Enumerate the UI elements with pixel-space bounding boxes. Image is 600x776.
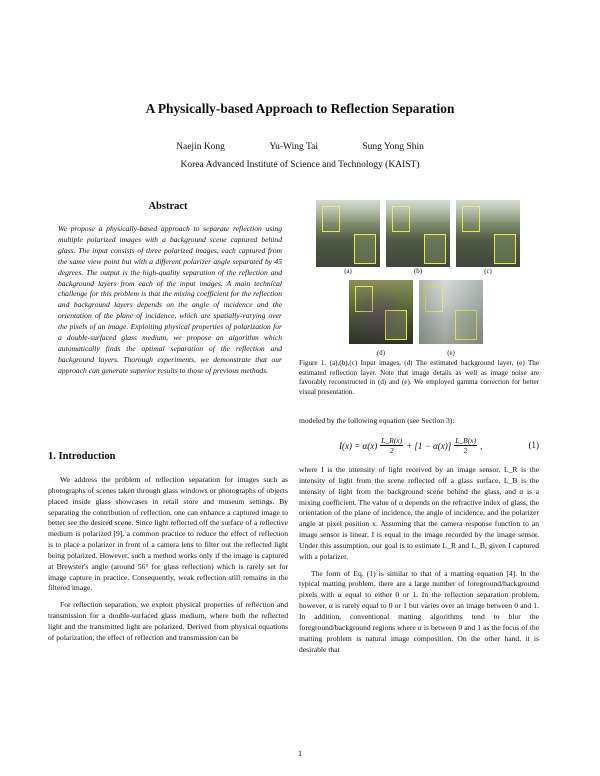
- highlight-box: [355, 286, 373, 312]
- abstract-heading: Abstract: [148, 201, 188, 212]
- paragraph: The form of Eq. (1) is similar to that of a matting equation [4]. In the typical matting problem, there are a large number of foreground/background pixels with α equal to either 0 or 1. In the reflection separation problem, however, α is rarely equal to 0 or 1 but varies over an image between 0 and 1. In addition, conventional matting algorithms tend to blur the foreground/background regions where α is between 0 and 1 as the focus of the matting problem is natural image composition. On the other hand, it is desirable that: [299, 568, 539, 654]
- panel-label: (c): [484, 268, 492, 275]
- paragraph: where I is the intensity of light received by an image sensor, L_R is the intensity of light from the scene reflected off a glass surface, L_B is the intensity of light from the background scene behind the glass, and α is a mixing coefficient. The value of α depends on the refractive index of glass, the orientation of the plane of incidence, the angle of incidence, and the polarizer angle at pixel position x. Assuming that the camera response function to an image sensor is linear, I is equal to the image recorded by the image sensor. Under this assumption, our goal is to estimate L_R and L_B, given I captured with a polarizer.: [299, 465, 539, 561]
- section-heading: 1. Introduction: [48, 451, 116, 462]
- inset-box: [385, 310, 407, 340]
- abstract-text: We propose a physically-based approach to separate reflection using multiple polarized images with a background scene captured behind glass. The input consists of three polarized images, each captured from the same view point but with a different polarizer angle separated by 45 degrees. The output is the high-quality separation of the reflection and background layers from each of the input images. A main technical challenge for this problem is that the mixing coefficient for the reflection and background layers depends on the angle of incidence and the orientation of the plane of incidence, which are spatially-varying over the pixels of an image. Exploiting physical properties of polarization for a double-surfaced glass medium, we propose an algorithm which automatically finds the optimal separation of the reflection and background layers. Thorough experiments, we demonstrate that our approach can generate superior results to those of previous methods.: [58, 224, 282, 375]
- fraction-numerator: L_B(x): [455, 436, 477, 445]
- figure-panel-d: [349, 280, 413, 344]
- equation-1: [299, 434, 539, 460]
- highlight-box: [322, 206, 340, 232]
- author-name: Naejin Kong: [176, 142, 225, 152]
- fraction-numerator: L_R(x): [381, 436, 403, 445]
- page-number: 1: [298, 749, 302, 758]
- panel-label: (e): [447, 350, 455, 357]
- equation-lhs: I(x) = α(x): [339, 440, 378, 451]
- panel-label: (a): [344, 268, 352, 275]
- right-column-continued: [299, 465, 539, 655]
- inset-box: [424, 234, 446, 264]
- panel-label: (d): [377, 350, 385, 357]
- author-name: Sung Yong Shin: [362, 142, 424, 152]
- panel-label: (b): [414, 268, 422, 275]
- figure-panel-b: [386, 200, 450, 267]
- inset-box: [455, 310, 477, 340]
- fraction-denominator: 2: [463, 446, 468, 455]
- author-list: [0, 141, 600, 153]
- left-column-body: [48, 475, 288, 644]
- equation-middle: + [1 − α(x)]: [406, 440, 452, 451]
- author-name: Yu-Wing Tai: [269, 142, 318, 152]
- figure-panel-a: [316, 200, 380, 267]
- figure-1: [308, 200, 534, 358]
- paragraph: We address the problem of reflection separation for images such as photographs of scenes taken through glass windows or photographs of objects placed inside glass showcases in retail store and museum settings. By separating the contribution of reflection, one can enhance a captured image to better see the desired scene. Since light reflected off the surface of a reflective medium is polarized [9], a common practice to reduce the effect of reflection is to place a polarizer in front of a camera lens to filter out the reflected light being polarized. However, such a method works only if the image is captured at Brewster's angle (around 56° for glass reflection) which is rarely set for image capture in practice. Consequently, weak reflection still remains in the filtered image.: [48, 475, 288, 593]
- highlight-box: [392, 206, 410, 232]
- figure-panel-e: [419, 280, 483, 344]
- right-column-body: [299, 416, 539, 427]
- figure-caption: Figure 1. (a),(b),(c) Input images, (d) The estimated background layer, (e) The estimated reflection layer. Note that image details as well as image noise are favorably reconstructed in (d) and (e). We employed gamma correction for better visual presentation.: [299, 359, 539, 396]
- highlight-box: [462, 206, 480, 232]
- equation-tail: ,: [480, 440, 483, 451]
- highlight-box: [425, 286, 443, 312]
- fraction: [454, 436, 477, 455]
- figure-panel-c: [456, 200, 520, 267]
- fraction-denominator: 2: [389, 446, 394, 455]
- paragraph: modeled by the following equation (see Section 3):: [299, 416, 455, 425]
- affiliation: Korea Advanced Institute of Science and Technology (KAIST): [180, 160, 420, 170]
- paragraph: For reflection separation, we exploit physical properties of reflection and transmission for a double-surfaced glass medium, where both the reflected light and the transmitted light are polarized. Derived from physical equations of polarization, the effect of reflection and transmission can be: [48, 600, 288, 642]
- inset-box: [494, 234, 516, 264]
- equation-number: (1): [528, 440, 539, 450]
- paper-title: A Physically-based Approach to Reflection Separation: [145, 101, 455, 116]
- inset-box: [354, 234, 376, 264]
- fraction: [380, 436, 403, 455]
